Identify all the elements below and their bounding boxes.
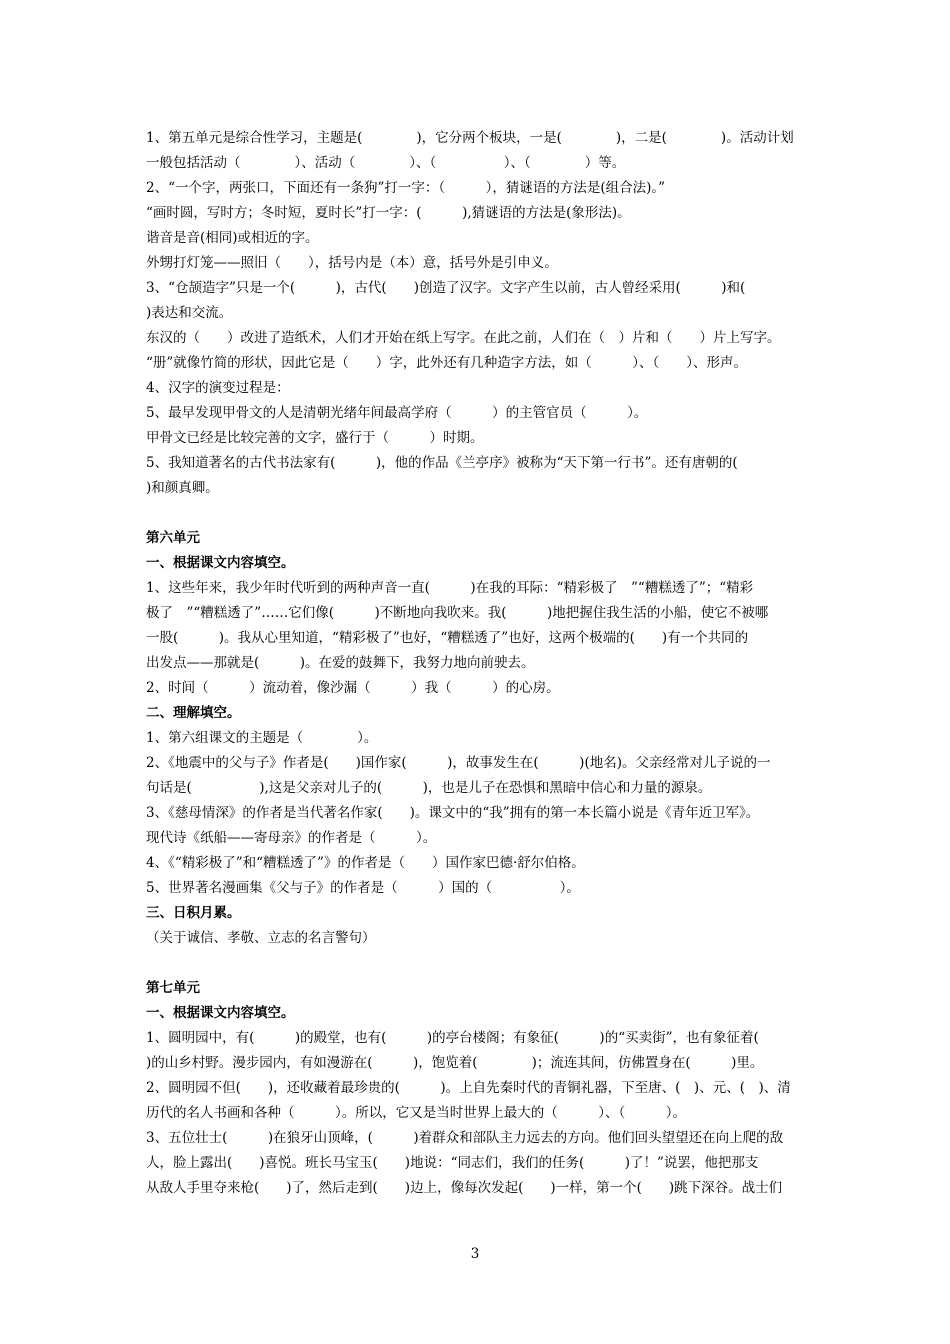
unit7-block (146, 976, 812, 1201)
unit6-line: 3、《慈母情深》的作者是当代著名作家( )。课文中的“我”拥有的第一本长篇小说是《青年近卫军》。 (146, 805, 760, 821)
unit5-line: 3、“仓颉造字”只是一个( )，古代( )创造了汉字。文字产生以前，古人曾经采用( )和( (146, 280, 746, 296)
unit6-line: 4、《“精彩极了”和“糟糕透了”》的作者是（ ）国作家巴德·舒尔伯格。 (146, 855, 585, 871)
unit5-line: 谐音是音(相同)或相近的字。 (146, 230, 319, 246)
unit6-block (146, 526, 812, 951)
unit5-line: )表达和交流。 (146, 305, 233, 321)
unit5-line: 1、第五单元是综合性学习，主题是( )，它分两个板块，一是( )，二是( )。活动计划 (146, 130, 794, 146)
unit6-line: 2、时间（ ）流动着，像沙漏（ ）我（ ）的心房。 (146, 680, 560, 696)
unit7-line: 2、圆明园不但( )，还收藏着最珍贵的( )。上自先秦时代的青铜礼器，下至唐、( )、元、( )、清 (146, 1080, 791, 1096)
unit6-line: 1、这些年来，我少年时代听到的两种声音一直( )在我的耳际：“精彩极了 ”“糟糕透了”；“精彩 (146, 580, 754, 596)
unit6-line: 2、《地震中的父与子》作者是( )国作家( )，故事发生在( )(地名)。父亲经常对儿子说的一 (146, 755, 771, 771)
unit6-line: 现代诗《纸船——寄母亲》的作者是（ ）。 (146, 830, 437, 846)
unit7-title: 第七单元 (146, 980, 200, 996)
unit5-line: 一般包括活动（ ）、活动（ ）、（ ）、（ ）等。 (146, 155, 626, 171)
page-number: 3 (470, 1246, 480, 1262)
spacer (146, 501, 812, 526)
unit5-line: 4、汉字的演变过程是： (146, 380, 290, 396)
page-content (146, 126, 812, 1201)
unit6-line: 1、第六组课文的主题是（ ）。 (146, 730, 378, 746)
unit7-line: 人，脸上露出( )喜悦。班长马宝玉( )地说：“同志们，我们的任务( )了！”说罢，他把那支 (146, 1155, 759, 1171)
unit5-line: “册”就像竹简的形状，因此它是（ ）字，此外还有几种造字方法，如（ ）、（ ）、形声。 (146, 355, 748, 371)
unit7-section1-heading: 一、根据课文内容填空。 (146, 1005, 295, 1021)
unit5-block (146, 126, 812, 501)
unit6-section3-heading: 三、日积月累。 (146, 905, 241, 921)
unit5-line: 5、我知道著名的古代书法家有( )，他的作品《兰亭序》被称为“天下第一行书”。还有唐朝的( (146, 455, 738, 471)
unit5-line: )和颜真卿。 (146, 480, 219, 496)
unit6-line: 极了 ”“糟糕透了”……它们像( )不断地向我吹来。我( )地把握住我生活的小船，使它不被哪 (146, 605, 769, 621)
unit6-section2-heading: 二、理解填空。 (146, 705, 241, 721)
unit6-line: 5、世界著名漫画集《父与子》的作者是（ ）国的（ ）。 (146, 880, 580, 896)
unit6-section1-heading: 一、根据课文内容填空。 (146, 555, 295, 571)
unit7-line: 从敌人手里夺来枪( )了，然后走到( )边上，像每次发起( )一样，第一个( )跳下深谷。战士们 (146, 1180, 783, 1196)
unit6-line: 句话是( ),这是父亲对儿子的( )，也是儿子在恐惧和黑暗中信心和力量的源泉。 (146, 780, 712, 796)
unit5-line: 东汉的（ ）改进了造纸术，人们才开始在纸上写字。在此之前，人们在（ ）片和（ ）片上写字。 (146, 330, 781, 346)
unit7-line: 1、圆明园中，有( )的殿堂，也有( )的亭台楼阁；有象征( )的“买卖街”，也有象征着( (146, 1030, 759, 1046)
unit7-line: 3、五位壮士( )在狼牙山顶峰，( )着群众和部队主力远去的方向。他们回头望望还在向上爬的敌 (146, 1130, 784, 1146)
unit6-line: 一股( )。我从心里知道，“精彩极了”也好，“糟糕透了”也好，这两个极端的( )有一个共同的 (146, 630, 749, 646)
unit6-line: （关于诚信、孝敬、立志的名言警句） (146, 930, 376, 946)
unit6-line: 出发点——那就是( )。在爱的鼓舞下，我努力地向前驶去。 (146, 655, 535, 671)
unit5-line: 外甥打灯笼——照旧（ ），括号内是（本）意，括号外是引申义。 (146, 255, 558, 271)
unit6-title: 第六单元 (146, 530, 200, 546)
unit5-line: 2、“一个字，两张口，下面还有一条狗”打一字：（ ），猜谜语的方法是(组合法)。” (146, 180, 666, 196)
unit7-line: )的山乡村野。漫步园内，有如漫游在( )，饱览着( )；流连其间，仿佛置身在( )里。 (146, 1055, 764, 1071)
spacer (146, 951, 812, 976)
unit5-line: “画时圆，写时方；冬时短，夏时长”打一字：( ),猜谜语的方法是(象形法)。 (146, 205, 631, 221)
unit5-line: 甲骨文已经是比较完善的文字，盛行于（ ）时期。 (146, 430, 484, 446)
unit5-line: 5、最早发现甲骨文的人是清朝光绪年间最高学府（ ）的主管官员（ ）。 (146, 405, 648, 421)
unit7-line: 历代的名人书画和各种（ ）。所以，它又是当时世界上最大的（ ）、（ ）。 (146, 1105, 686, 1121)
